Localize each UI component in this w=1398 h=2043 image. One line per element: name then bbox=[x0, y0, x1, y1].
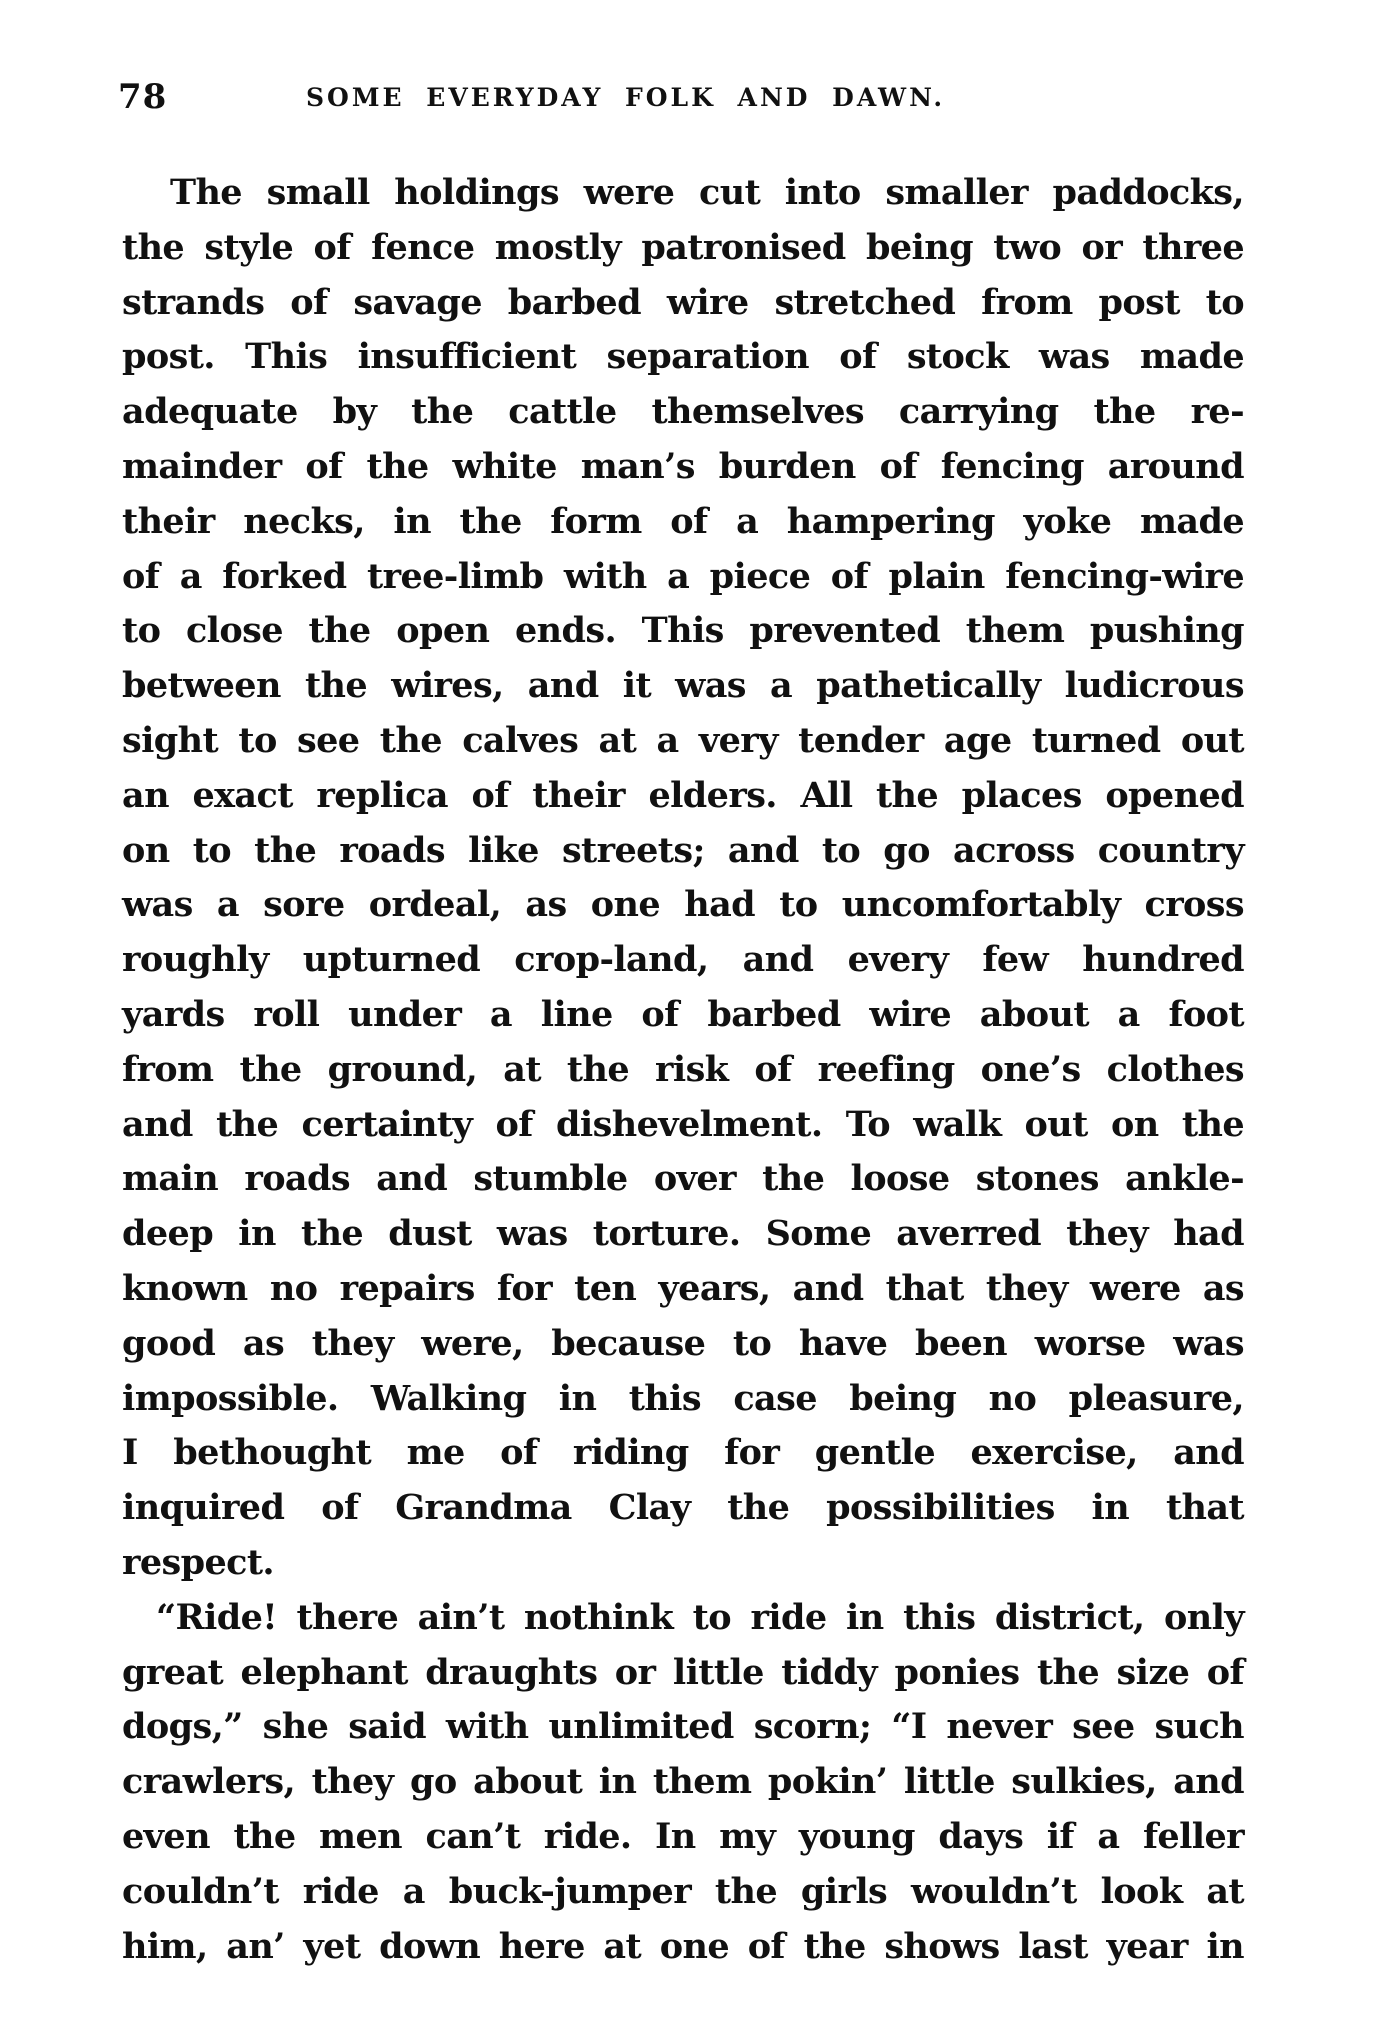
text-line: sight to see the calves at a very tender age turned out bbox=[122, 719, 1244, 761]
text-line: roughly upturned crop-land, and every few hundred bbox=[122, 939, 1244, 981]
text-line: known no repairs for ten years, and that they were as bbox=[122, 1267, 1244, 1309]
text-line: of a forked tree-limb with a piece of plain fencing-wire bbox=[122, 555, 1244, 597]
text-line: on to the roads like streets; and to go across country bbox=[122, 829, 1244, 871]
text-line: yards roll under a line of barbed wire about a foot bbox=[122, 993, 1244, 1035]
text-line: crawlers, they go about in them pokin’ little sulkies, and bbox=[122, 1761, 1244, 1803]
text-line: impossible. Walking in this case being no pleasure, bbox=[122, 1377, 1244, 1419]
running-head bbox=[118, 72, 1248, 122]
text-line: to close the open ends. This prevented them pushing bbox=[122, 610, 1244, 652]
running-title: SOME EVERYDAY FOLK AND DAWN. bbox=[306, 83, 946, 112]
text-line: strands of savage barbed wire stretched from post to bbox=[122, 281, 1244, 323]
text-line: great elephant draughts or little tiddy ponies the size of bbox=[122, 1651, 1244, 1693]
text-line: between the wires, and it was a pathetically ludicrous bbox=[122, 665, 1244, 707]
text-line: I bethought me of riding for gentle exercise, and bbox=[122, 1432, 1244, 1474]
text-line: inquired of Grandma Clay the possibilities in that bbox=[122, 1487, 1244, 1529]
text-line: the style of fence mostly patronised being two or three bbox=[122, 226, 1244, 268]
text-line: from the ground, at the risk of reefing one’s clothes bbox=[122, 1048, 1244, 1090]
text-line: even the men can’t ride. In my young days if a feller bbox=[122, 1815, 1244, 1857]
text-line: their necks, in the form of a hampering yoke made bbox=[122, 500, 1244, 542]
text-line: adequate by the cattle themselves carrying the re- bbox=[122, 391, 1244, 433]
text-line: dogs,” she said with unlimited scorn; “I never see such bbox=[122, 1706, 1244, 1748]
text-line: couldn’t ride a buck-jumper the girls wouldn’t look at bbox=[122, 1870, 1244, 1912]
text-line: and the certainty of dishevelment. To walk out on the bbox=[122, 1103, 1244, 1145]
text-line: was a sore ordeal, as one had to uncomfortably cross bbox=[122, 884, 1244, 926]
text-line: main roads and stumble over the loose stones ankle- bbox=[122, 1158, 1244, 1200]
text-line: The small holdings were cut into smaller paddocks, bbox=[170, 172, 1244, 213]
text-line: mainder of the white man’s burden of fencing around bbox=[122, 445, 1244, 487]
text-line: deep in the dust was torture. Some averred they had bbox=[122, 1213, 1244, 1255]
text-line: respect. bbox=[122, 1541, 275, 1583]
text-line: post. This insufficient separation of stock was made bbox=[122, 336, 1244, 378]
body-text bbox=[122, 166, 1244, 1974]
text-line: “Ride! there ain’t nothink to ride in this district, only bbox=[156, 1596, 1244, 1638]
text-line: good as they were, because to have been worse was bbox=[122, 1322, 1244, 1364]
page-number: 78 bbox=[118, 77, 168, 117]
text-line: him, an’ yet down here at one of the shows last year in bbox=[122, 1925, 1244, 1967]
text-line: an exact replica of their elders. All the places opened bbox=[122, 774, 1244, 816]
